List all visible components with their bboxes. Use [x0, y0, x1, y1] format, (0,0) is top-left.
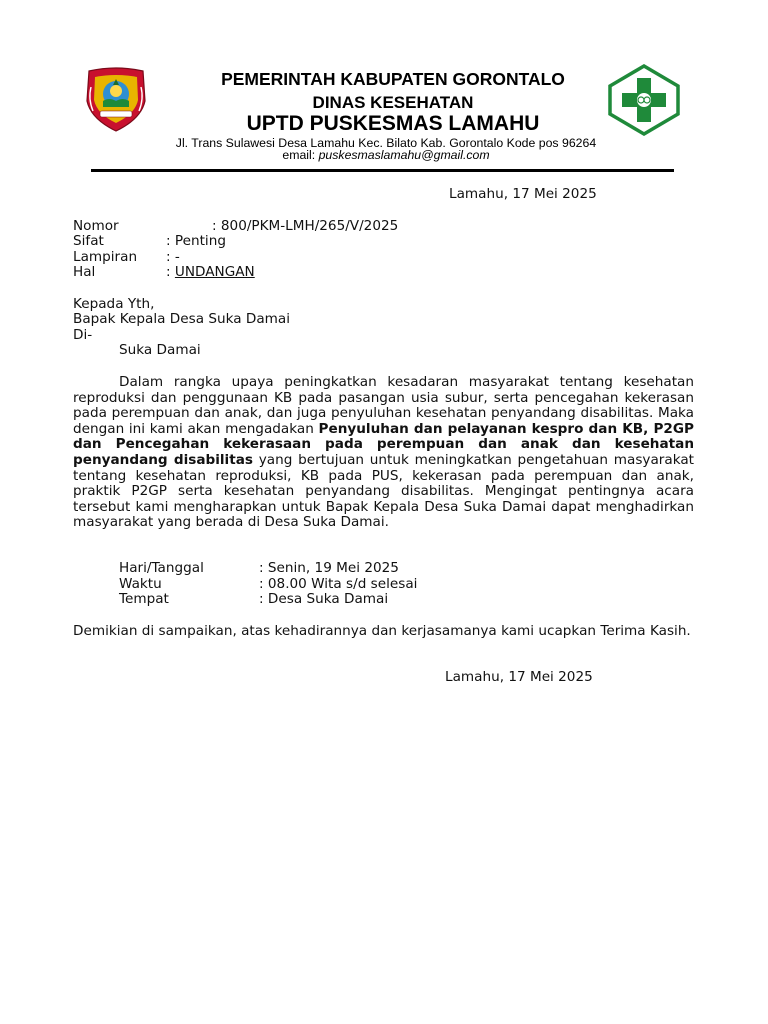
kop-department-title: DINAS KESEHATAN: [312, 93, 474, 112]
meta-value-hal-prefix: :: [166, 264, 175, 280]
schedule-value-place: : Desa Suka Damai: [259, 591, 389, 607]
puskesmas-cross-logo-icon: [608, 64, 680, 136]
body-text-part2: yang bertujuan untuk meningkatkan pengetahuan masyarakat tentang kesehatan reproduksi, KB pada PUS, kekerasan pada perempuan dan anak, praktik P2GP serta kesehatan penyandang disabilitas. Mengingat pentingnya acara tersebut kami mengharapkan untuk Bapak Kepala Desa Suka Damai dapat menghadirkan masyarakat yang berada di Desa Suka Damai.: [73, 451, 694, 531]
body-text-part1: Dalam rangka upaya peningkatkan kesadaran masyarakat tentang kesehatan reproduksi dan penggunaan KB pada pasangan usia subur, serta pencegahan kekerasan pada perempuan dan anak, dan juga penyuluhan kesehatan penyandang disabilitas. Maka dengan ini kami akan mengadakan: [73, 374, 694, 437]
kop-address: Jl. Trans Sulawesi Desa Lamahu Kec. Bilato Kab. Gorontalo Kode pos 96264: [175, 136, 597, 150]
kop-email-line: [96, 148, 676, 162]
recipient-di: Di-: [73, 327, 93, 343]
letter-date-bottom: Lamahu, 17 Mei 2025: [445, 669, 593, 685]
meta-value-hal-subject: UNDANGAN: [174, 264, 255, 280]
letter-date: Lamahu, 17 Mei 2025: [449, 186, 597, 202]
kop-email-address[interactable]: puskesmaslamahu@gmail.com: [318, 148, 490, 162]
meta-label-nomor: Nomor: [73, 218, 119, 234]
letter-body-paragraph: [73, 375, 694, 531]
schedule-value-time: : 08.00 Wita s/d selesai: [259, 576, 418, 592]
meta-value-hal: [166, 265, 255, 281]
recipient-name: Bapak Kepala Desa Suka Damai: [73, 311, 291, 327]
body-text-bold: Penyuluhan dan pelayanan kespro dan KB, P2GP dan Pencegahan kekerasaan pada perempuan dan anak dan kesehatan penyandang disabilitas: [73, 420, 694, 468]
kop-government-title: PEMERINTAH KABUPATEN GORONTALO: [221, 69, 565, 89]
meta-value-nomor: : 800/PKM-LMH/265/V/2025: [212, 218, 399, 234]
recipient-place: Suka Damai: [119, 342, 201, 358]
meta-label-sifat: Sifat: [73, 233, 104, 249]
meta-label-lampiran: Lampiran: [73, 249, 138, 265]
meta-value-sifat: : Penting: [166, 233, 226, 249]
recipient-salutation: Kepada Yth,: [73, 296, 155, 312]
kabupaten-gorontalo-crest-icon: [83, 67, 149, 133]
meta-value-lampiran: : -: [166, 249, 180, 265]
kop-institution-title: UPTD PUSKESMAS LAMAHU: [246, 112, 540, 135]
kop-email-label: email:: [282, 148, 316, 162]
meta-label-hal: Hal: [73, 264, 96, 280]
schedule-label-date: Hari/Tanggal: [119, 560, 204, 576]
schedule-label-time: Waktu: [119, 576, 162, 592]
kop-divider: [91, 169, 674, 172]
schedule-label-place: Tempat: [119, 591, 169, 607]
letter-closing: Demikian di sampaikan, atas kehadirannya dan kerjasamanya kami ucapkan Terima Kasih.: [73, 623, 691, 639]
schedule-value-date: : Senin, 19 Mei 2025: [259, 560, 399, 576]
